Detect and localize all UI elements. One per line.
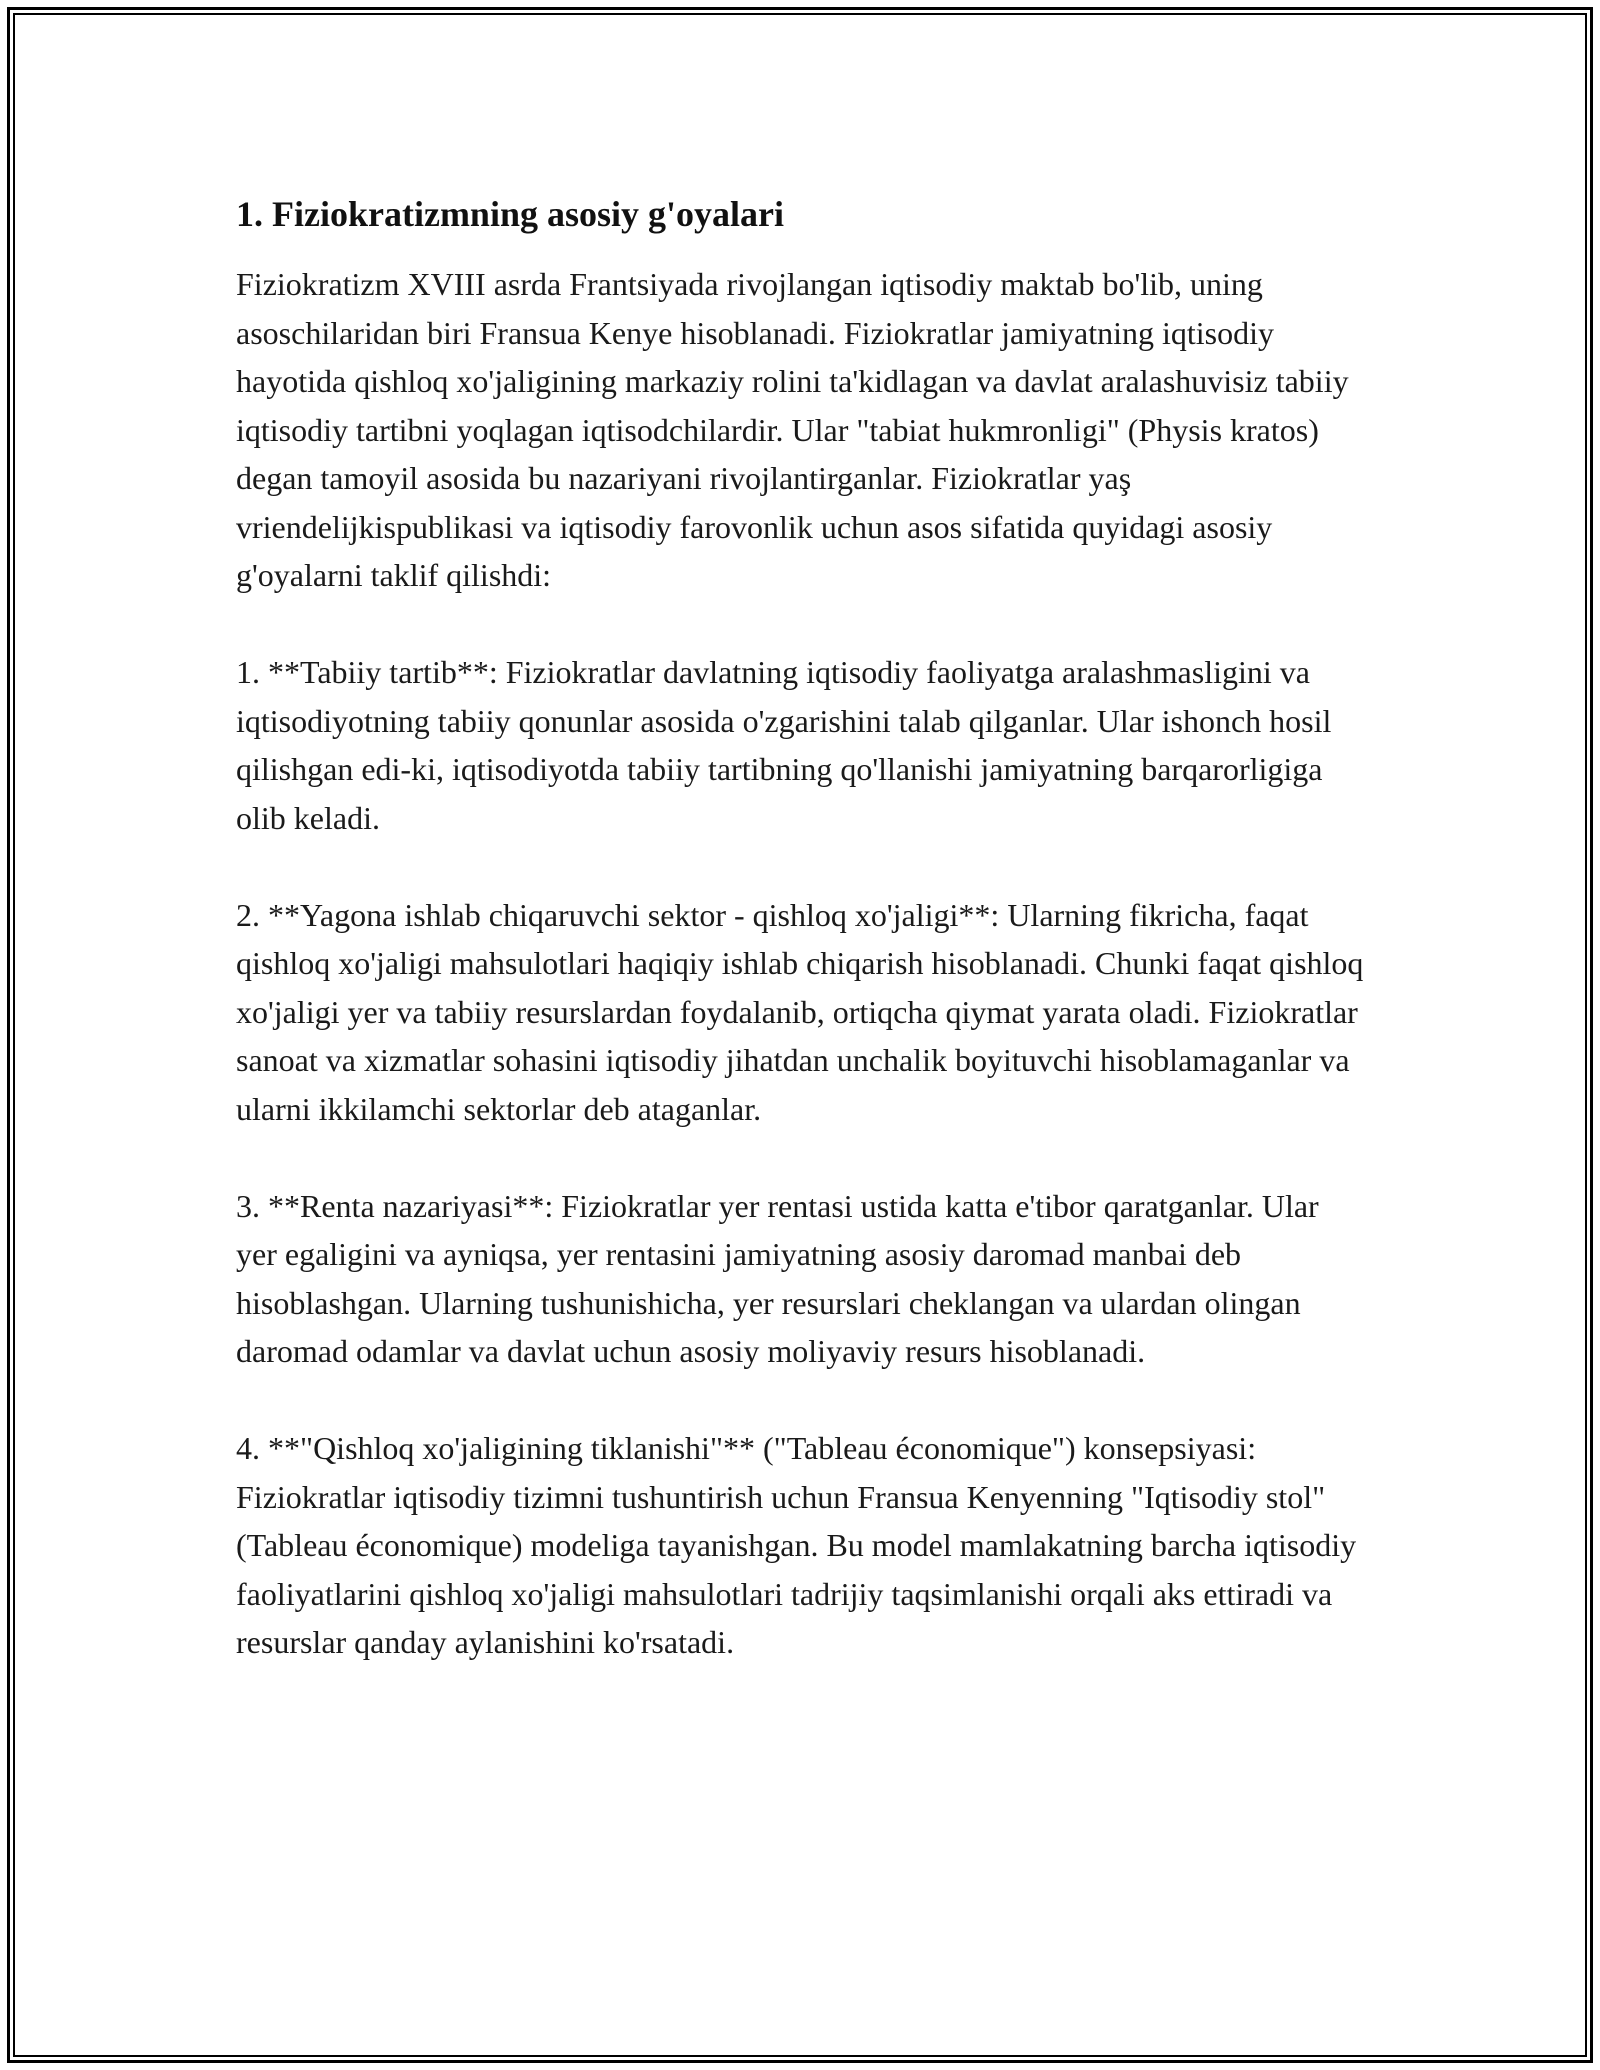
intro-paragraph: Fiziokratizm XVIII asrda Frantsiyada rivojlangan iqtisodiy maktab bo'lib, uning asoschilaridan biri Fransua Kenye hisoblanadi. Fiziokratlar jamiyatning iqtisodiy hayotida qishloq xo'jaligining markaziy rolini ta'kidlagan va davlat aralashuvisiz tabiiy iqtisodiy tartibni yoqlagan iqtisodchilardir. Ular "tabiat hukmronligi" (Physis kratos) degan tamoyil asosida bu nazariyani rivojlantirganlar. Fiziokratlar yaş vriendelijkispublikasi va iqtisodiy farovonlik uchun asos sifatida quyidagi asosiy g'oyalarni taklif qilishdi: [236, 266, 1349, 593]
list-item-tableau-economique: 4. **"Qishloq xo'jaligining tiklanishi"** ("Tableau économique") konsepsiyasi: Fiziokratlar iqtisodiy tizimni tushuntirish uchun Fransua Kenyenning "Iqtisodiy stol" (Tableau économique) modeliga tayanishgan. Bu model mamlakatning barcha iqtisodiy faoliyatlarini qishloq xo'jaligi mahsulotlari tadrijiy taqsimlanishi orqali aks ettiradi va resurslar qanday aylanishini ko'rsatadi. [236, 1430, 1357, 1660]
list-item-agriculture-sector: 2. **Yagona ishlab chiqaruvchi sektor - qishloq xo'jaligi**: Ularning fikricha, faqat qishloq xo'jaligi mahsulotlari haqiqiy ishlab chiqarish hisoblanadi. Chunki faqat qishloq xo'jaligi yer va tabiiy resurslardan foydalanib, ortiqcha qiymat yarata oladi. Fiziokratlar sanoat va xizmatlar sohasini iqtisodiy jihatdan unchalik boyituvchi hisoblamaganlar va ularni ikkilamchi sektorlar deb ataganlar. [236, 896, 1364, 1127]
document-body [236, 190, 1366, 1667]
list-item-rent-theory: 3. **Renta nazariyasi**: Fiziokratlar yer rentasi ustida katta e'tibor qaratganlar. Ular yer egaligini va ayniqsa, yer rentasini jamiyatning asosiy daromad manbai deb hisoblashgan. Ularning tushunishicha, yer resurslari cheklangan va ulardan olingan daromad odamlar va davlat uchun asosiy moliyaviy resurs hisoblanadi. [236, 1187, 1319, 1369]
list-item-natural-order: 1. **Tabiiy tartib**: Fiziokratlar davlatning iqtisodiy faoliyatga aralashmasligini va iqtisodiyotning tabiiy qonunlar asosida o'zgarishini talab qilganlar. Ular ishonch hosil qilishgan edi-ki, iqtisodiyotda tabiiy tartibning qo'llanishi jamiyatning barqarorligiga olib keladi. [236, 654, 1332, 836]
section-heading: 1. Fiziokratizmning asosiy g'oyalari [236, 194, 784, 234]
